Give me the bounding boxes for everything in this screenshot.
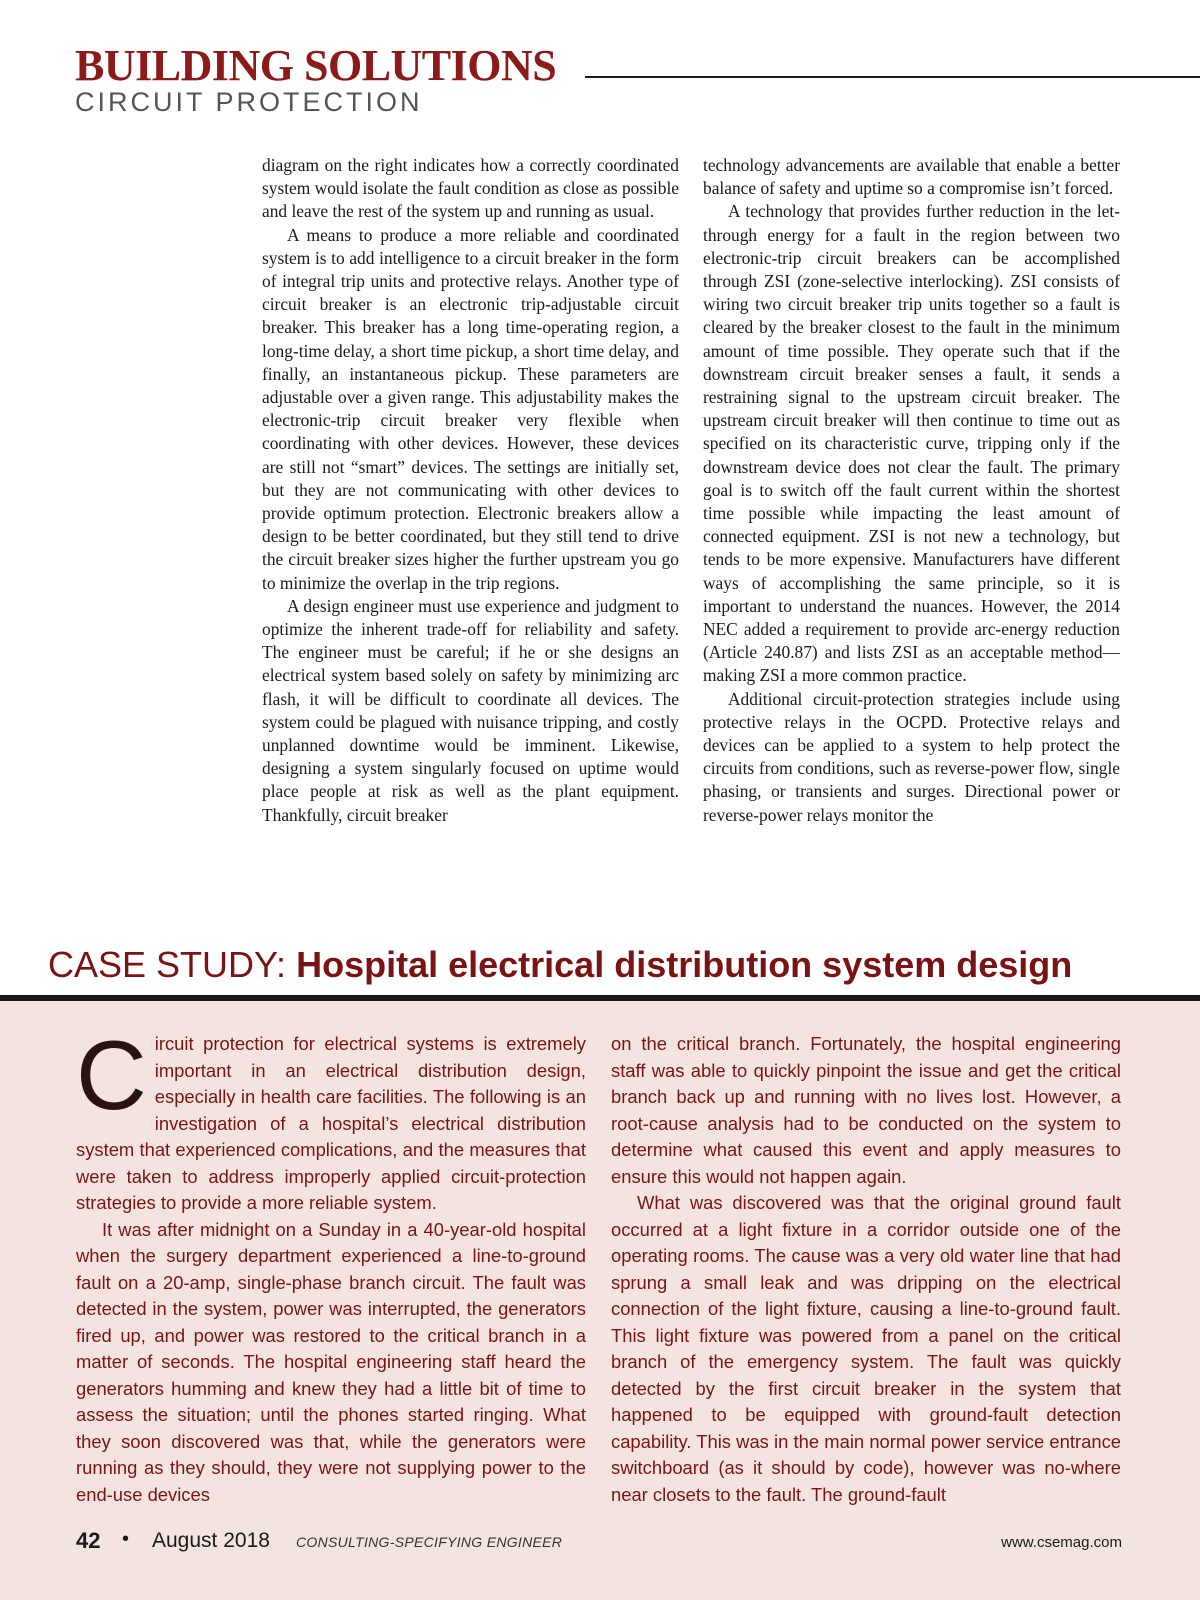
article-paragraph: technology advancements are available that enable a better balance of safety and uptime so a compromise isn’t forced.	[703, 155, 1120, 199]
section-title: BUILDING SOLUTIONS	[75, 41, 557, 90]
header-rule	[585, 76, 1200, 78]
section-subtitle: CIRCUIT PROTECTION	[75, 87, 423, 117]
case-study-paragraph: on the critical branch. Fortunately, the hospital engineering staff was able to quickly pinpoint the issue and get the critical branch back up and running with no lives lost. However, a root-cause analysis had to be conducted on the system to determine what caused this event and apply measures to ensure this would not happen again.	[611, 1033, 1121, 1187]
page-header	[75, 38, 1200, 118]
case-study-paragraph: It was after midnight on a Sunday in a 40-year-old hospital when the surgery department experienced a line-to-ground fault on a 20-amp, single-phase branch circuit. The fault was detected in the system, power was interrupted, the generators fired up, and power was restored to the critical branch in a matter of seconds. The hospital engineering staff heard the generators humming and knew they had a little bit of time to assess the situation; until the phones started ringing. What they soon discovered was that, while the generators were running as they should, they were not supplying power to the end-use devices	[76, 1218, 586, 1505]
article-paragraph: diagram on the right indicates how a correctly coordinated system would isolate the fault condition as close as possible and leave the rest of the system up and running as usual.	[262, 155, 679, 222]
page-footer	[76, 1528, 1122, 1558]
case-study-column-1	[76, 1020, 586, 1508]
issue-date: August 2018	[152, 1529, 270, 1552]
website-link[interactable]: www.csemag.com	[1001, 1534, 1122, 1551]
case-study-title: Hospital electrical distribution system design	[296, 944, 1073, 985]
article-column-2	[703, 154, 1120, 827]
case-study-intro-text: ircuit protection for electrical systems is extremely important in an electrical distribution design, especially in health care facilities. The following is an investigation of a hospital’s electrical distribution system that experienced complications, and the measures that were taken to address improperly applied circuit-protection strategies to provide a more reliable system.	[76, 1033, 586, 1213]
drop-cap: C	[76, 1020, 147, 1130]
article-paragraph: A means to produce a more reliable and coordinated system is to add intelligence to a circuit breaker in the form of integral trip units and protective relays. Another type of circuit breaker is an electronic trip-adjustable circuit breaker. This breaker has a long time-operating region, a long-time delay, a short time pickup, a short time delay, and finally, an instantaneous pickup. These parameters are adjustable over a given range. This adjustability makes the electronic-trip circuit breaker very flexible when coordinating with other devices. However, these devices are still not “smart” devices. The settings are initially set, but they are not communicating with other devices to provide optimum protection. Electronic breakers allow a design to be better coordinated, but they still tend to drive the circuit breaker sizes higher the further upstream you go to minimize the overlap in the trip regions.	[262, 224, 679, 593]
case-study-column-2	[611, 1031, 1121, 1508]
footer-bullet: •	[122, 1528, 130, 1550]
article-paragraph: A technology that provides further reduction in the let-through energy for a fault in the region between two electronic-trip circuit breakers can be accomplished through ZSI (zone-selective interlocking). ZSI consists of wiring two circuit breaker trip units together so a fault is cleared by the breaker closest to the fault in the minimum amount of time possible. They operate such that if the downstream circuit breaker senses a fault, it sends a restraining signal to the upstream circuit breaker. The upstream circuit breaker will then continue to time out as specified on its characteristic curve, tripping only if the downstream device does not clear the fault. The primary goal is to switch off the fault current within the shortest time possible while impacting the least amount of connected equipment. ZSI is not new a technology, but tends to be more expensive. Manufacturers have different ways of accomplishing the same principle, so it is important to understand the nuances. However, the 2014 NEC added a requirement to provide arc-energy reduction (Article 240.87) and lists ZSI as an acceptable method—making ZSI a more common practice.	[703, 201, 1120, 686]
case-study-heading	[48, 943, 1200, 987]
case-study-paragraph	[76, 1020, 586, 1217]
article-paragraph: Additional circuit-protection strategies include using protective relays in the OCPD. Protective relays and devices can be applied to a system to help protect the circuits from conditions, such as reverse-power flow, single phasing, or transients and surges. Directional power or reverse-power relays monitor the	[703, 688, 1120, 825]
article-column-1	[262, 154, 679, 827]
article-paragraph: A design engineer must use experience and judgment to optimize the inherent trade-off for reliability and safety. The engineer must be careful; if he or she designs an electrical system based solely on safety by minimizing arc flash, it will be difficult to coordinate all devices. The system could be plagued with nuisance tripping, and costly unplanned downtime would be imminent. Likewise, designing a system singularly focused on uptime would place people at risk as well as the plant equipment. Thankfully, circuit breaker	[262, 595, 679, 825]
magazine-name: CONSULTING-SPECIFYING ENGINEER	[296, 1534, 563, 1550]
page-number: 42	[76, 1528, 101, 1553]
case-study-paragraph: What was discovered was that the original ground fault occurred at a light fixture in a corridor outside one of the operating rooms. The cause was a very old water line that had sprung a small leak and was dripping on the electrical connection of the light fixture, causing a line-to-ground fault. This light fixture was powered from a panel on the critical branch of the emergency system. The fault was quickly detected by the first circuit breaker in the system that happened to be equipped with ground-fault detection capability. This was in the main normal power service entrance switchboard (as it should by code), however was no-where near closets to the fault. The ground-fault	[611, 1192, 1121, 1505]
case-study-label: CASE STUDY:	[48, 944, 287, 985]
